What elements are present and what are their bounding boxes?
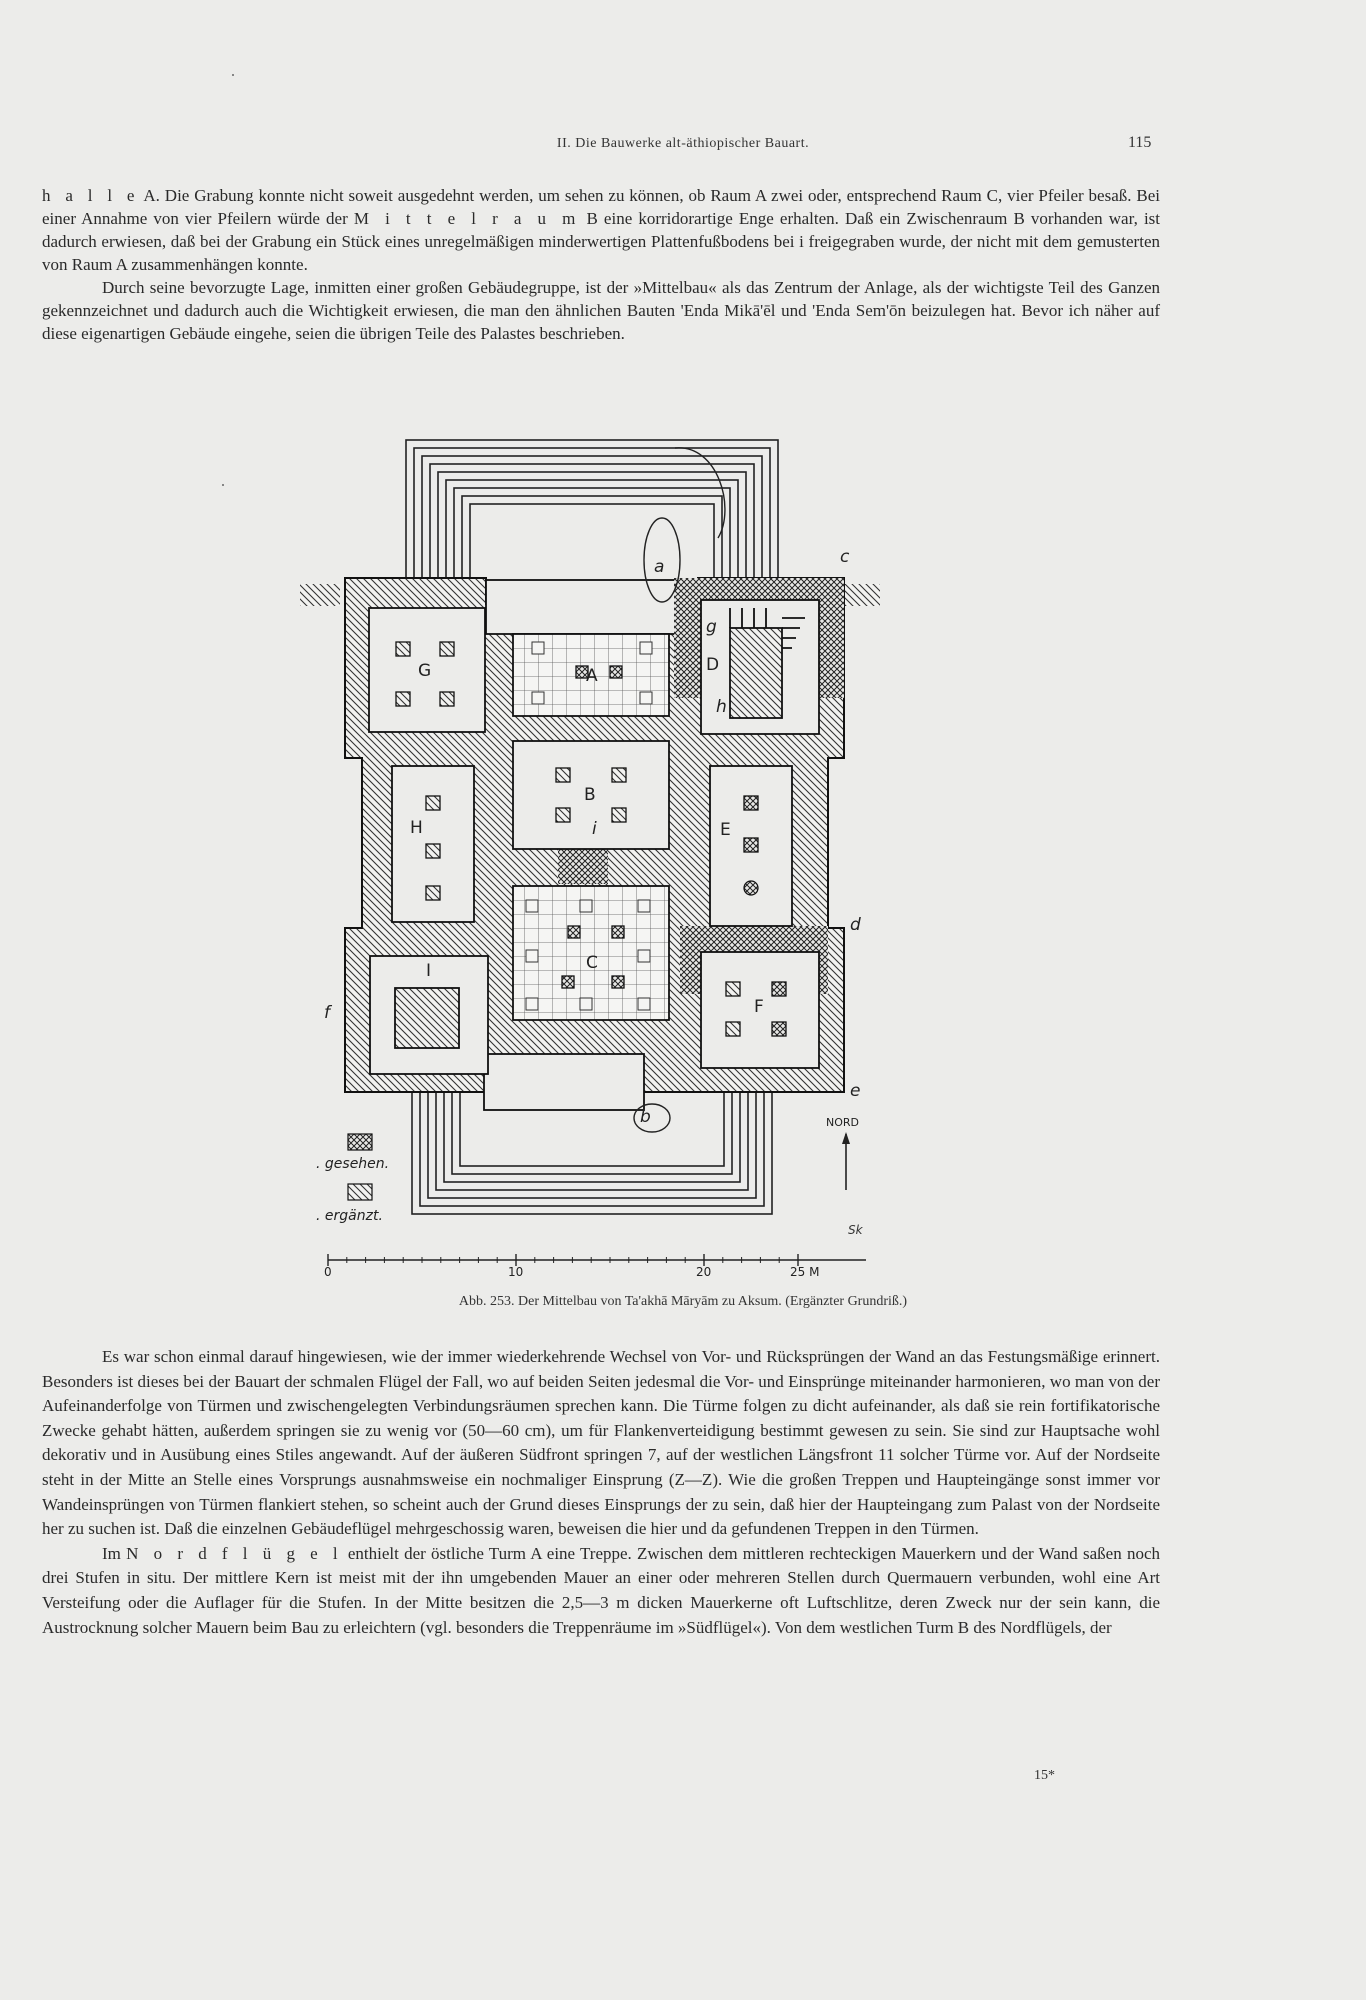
label-D: D (706, 655, 720, 675)
figure-caption: Abb. 253. Der Mittelbau von Ta'akhā Māryām zu Aksum. (Ergänzter Grundriß.) (458, 1294, 908, 1309)
east-wall-stub (840, 584, 880, 606)
signature-mark: 15* (1034, 1768, 1055, 1783)
paragraph: h a l l e A. Die Grabung konnte nicht soweit ausgedehnt werden, um sehen zu können, ob Raum A zwei oder, entsprechend Raum C, vier Pfeiler besaß. Bei einer Annahme von vier Pfeilern würde der M i t t e l r a u m B eine korridorartige Enge erhalten. Daß ein Zwischenraum B vorhanden war, ist dadurch erwiesen, daß bei der Grabung ein Stück eines unregelmäßigen minderwertigen Plattenfußbodens bei i freigegraben wurde, der nicht mit dem gemusterten von Raum A zusammenhängen konnte. (42, 186, 1161, 274)
label-h: h (716, 697, 727, 717)
paragraph: Durch seine bevorzugte Lage, inmitten einer großen Gebäudegruppe, ist der »Mittelbau« als das Zentrum der Anlage, als der wichtigste Teil des Ganzen gekennzeichnet und dadurch auch die Wichtigkeit erwiesen, die man den ähnlichen Bauten 'Enda Mikā'ēl und 'Enda Sem'ōn beizulegen hat. Bevor ich näher auf diese eigenartigen Gebäude eingehe, seien die übrigen Teile des Palastes beschrieben. (42, 278, 1160, 343)
author-mark: Sk (848, 1223, 863, 1237)
scale-bar (328, 1254, 866, 1266)
label-B: B (584, 785, 596, 805)
floor-plan-figure (300, 438, 880, 1276)
label-g: g (706, 617, 717, 637)
label-c: c (840, 547, 850, 567)
room-I-core (395, 988, 459, 1048)
north-arrow (826, 1116, 859, 1190)
label-E: E (720, 820, 731, 840)
label-a: a (654, 557, 665, 577)
label-e: e (850, 1081, 861, 1101)
legend-restored-swatch (348, 1184, 372, 1200)
label-G: G (418, 661, 432, 681)
label-i: i (592, 819, 597, 839)
seen-wall-center (558, 848, 608, 884)
scale-labels (324, 1265, 819, 1276)
body-text-bottom (42, 1345, 1160, 1640)
floor-plan (300, 438, 880, 1276)
page-number: 115 (1128, 134, 1152, 151)
paragraph: Es war schon einmal darauf hingewiesen, wie der immer wiederkehrende Wechsel von Vor- und Rücksprüngen der Wand an das Festungsmäßige erinnert. Besonders ist dieses bei der Bauart der schmalen Flügel der Fall, wo auf beiden Seiten jedesmal die Vor- und Einsprünge miteinander harmonieren, wo man von der Aufeinanderfolge von Türmen und zwischengelegten Verbindungsräumen sprechen kann. Die Türme folgen zu dicht aufeinander, als daß sie rein fortifikatorische Zwecke gehabt hätten, außerdem springen sie zu wenig vor (50—60 cm), um für Flankenverteidigung bestimmt gewesen zu sein. Sie sind zur Hauptsache wohl dekorativ und in Ausübung eines Stiles angewandt. Auf der äußeren Südfront springen 7, auf der westlichen Längsfront 11 solcher Türme vor. Auf der Nordseite steht in der Mitte an Stelle eines Vorsprungs ausnahmsweise ein nochmaliger Einsprung (Z—Z). Wie die großen Treppen und Haupteingänge sonst immer vor Wandeinsprüngen von Türmen flankiert stehen, so scheint auch der Grund dieses Einsprungs der zu sein, daß hier der Haupteingang zum Palast von der Nordseite her zu suchen ist. Daß die einzelnen Gebäudeflügel mehrgeschossig waren, beweisen die hier und da gefundenen Treppen in den Türmen. (42, 1347, 1160, 1539)
label-F: F (754, 997, 764, 1017)
round-pillar (744, 881, 758, 895)
scale-tick-20: 20 (696, 1265, 712, 1276)
scale-tick-0: 0 (324, 1265, 332, 1276)
trench-arc (675, 448, 725, 538)
legend-restored-label: . ergänzt. (316, 1208, 383, 1224)
paragraph: Im N o r d f l ü g e l enthielt der östliche Turm A eine Treppe. Zwischen dem mittleren rechteckigen Mauerkern und der Wand saßen noch drei Stufen in situ. Der mittlere Kern ist meist mit der ihn umgebenden Mauer an einer oder mehreren Stellen durch Quermauern verbunden, wohl eine Art Versteifung oder die Auflager für die Stufen. In der Mitte besitzen die 2,5—3 m dicken Mauerkerne oft Luftschlitze, deren Zweck nur der sein kann, die Austrocknung solcher Mauern beim Bau zu erleichtern (vgl. besonders die Treppenräume im »Südflügel«). Von dem westlichen Turm B des Nordflügels, der (42, 1543, 1160, 1637)
label-f: f (324, 1003, 330, 1023)
south-entrance (484, 1054, 644, 1110)
label-I: I (426, 961, 432, 981)
body-text-top (42, 184, 1160, 345)
speck (232, 74, 234, 76)
north-label: NORD (826, 1116, 859, 1129)
west-wall-stub (300, 584, 340, 606)
north-entrance (486, 580, 698, 634)
label-b: b (640, 1107, 651, 1127)
running-title: II. Die Bauwerke alt-äthiopischer Bauart. (556, 136, 810, 151)
legend (316, 1134, 389, 1224)
label-d: d (850, 915, 861, 935)
speck (222, 484, 224, 486)
label-H: H (410, 818, 423, 838)
legend-seen-swatch (348, 1134, 372, 1150)
scale-tick-10: 10 (508, 1265, 524, 1276)
label-C: C (586, 953, 598, 973)
scale-tick-25: 25 M (790, 1265, 820, 1276)
legend-seen-label: . gesehen. (316, 1156, 390, 1172)
label-A: A (586, 666, 598, 686)
